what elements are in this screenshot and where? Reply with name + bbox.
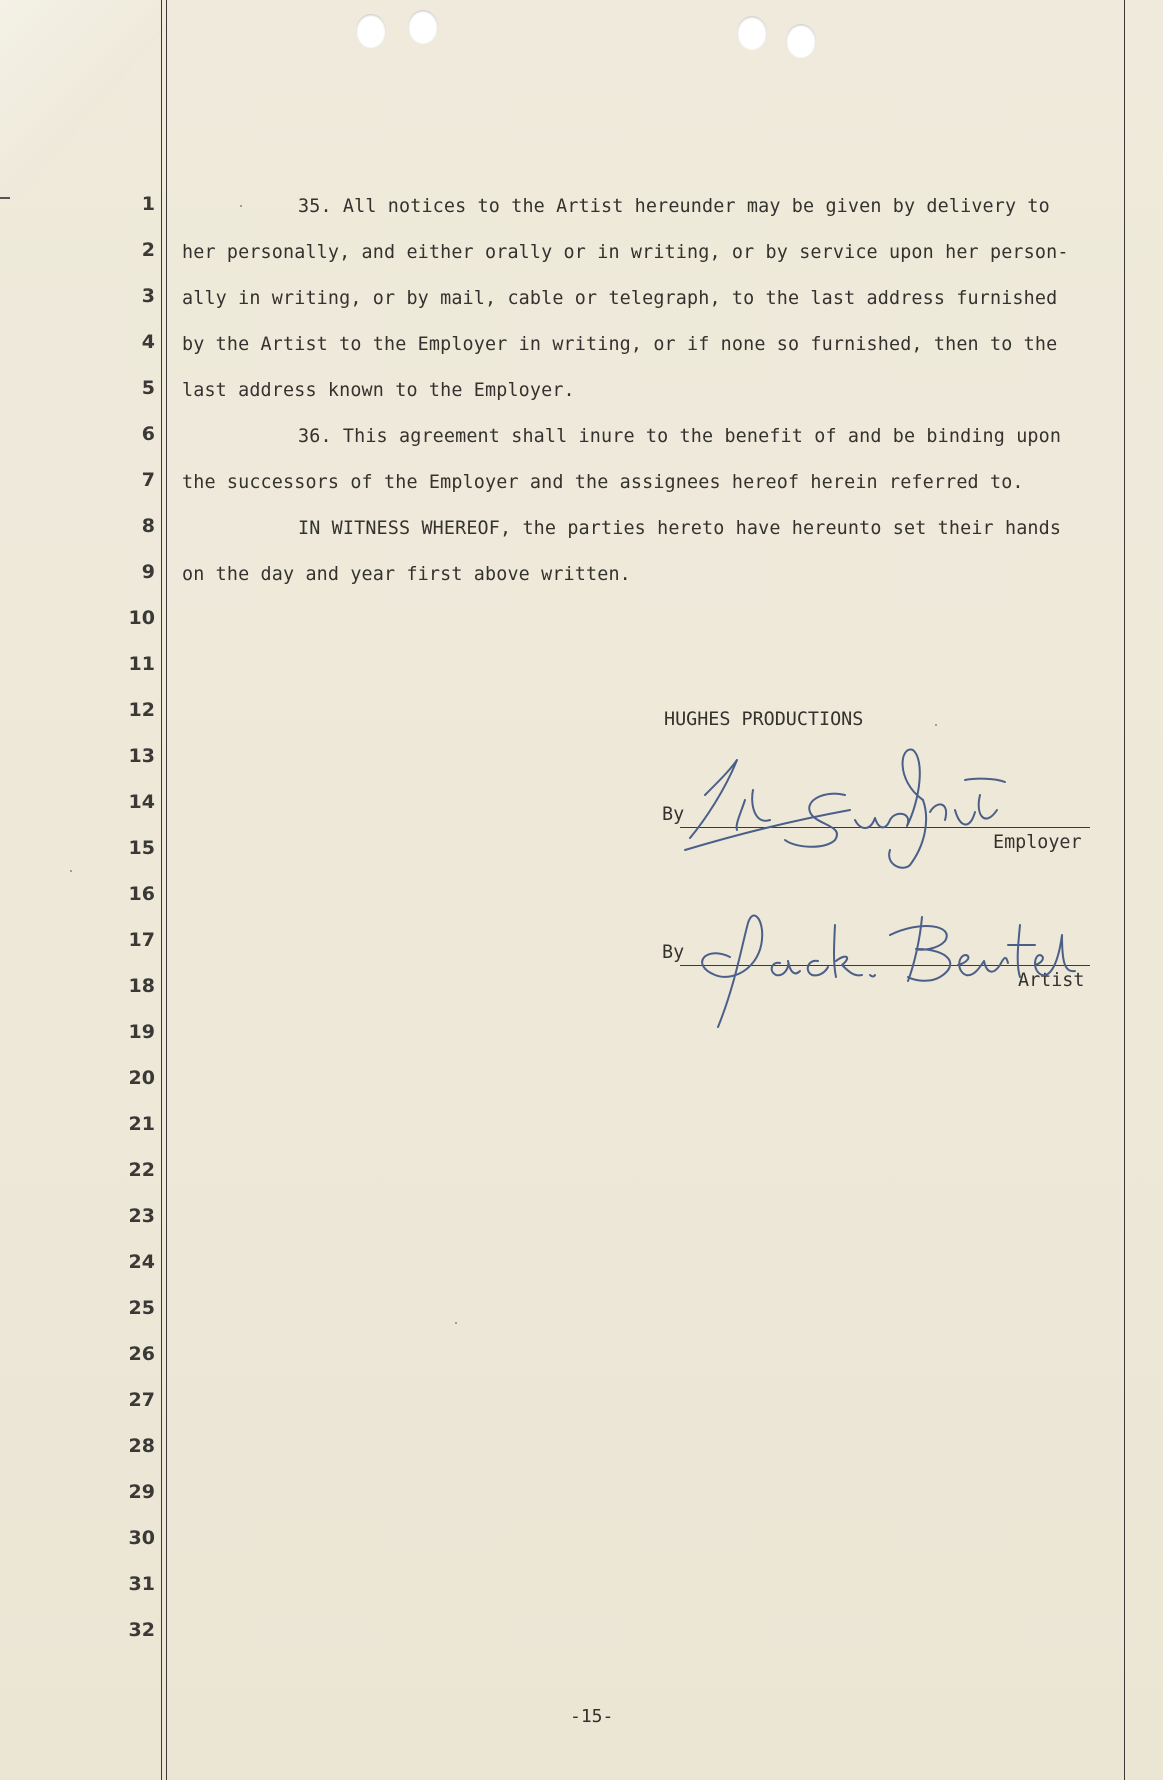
line-number: 13 (128, 745, 155, 767)
artist-handwritten-signature (690, 905, 1090, 1035)
line-number: 30 (128, 1527, 155, 1549)
paragraph-35-line: her personally, and either orally or in writing, or by service upon her person- (182, 242, 1069, 263)
punch-hole (356, 14, 386, 48)
line-number: 18 (128, 975, 155, 997)
line-number: 23 (128, 1205, 155, 1227)
line-number: 14 (128, 791, 155, 813)
line-number: 32 (128, 1619, 155, 1641)
line-number: 26 (128, 1343, 155, 1365)
paper-speck (70, 870, 72, 872)
paragraph-36-line: the successors of the Employer and the assignees hereof herein referred to. (182, 472, 1024, 493)
line-number: 17 (128, 929, 155, 951)
margin-rule (1124, 0, 1125, 1780)
paragraph-35-line: by the Artist to the Employer in writing, or if none so furnished, then to the (182, 334, 1058, 355)
artist-role-label: Artist (1018, 970, 1085, 991)
line-number: 22 (128, 1159, 155, 1181)
line-number: 1 (141, 193, 155, 215)
line-number: 9 (141, 561, 155, 583)
margin-rule (161, 0, 162, 1780)
employer-role-label: Employer (993, 832, 1082, 853)
line-number: 20 (128, 1067, 155, 1089)
line-number: 5 (141, 377, 155, 399)
artist-by-label: By (662, 942, 685, 963)
punch-hole (408, 10, 438, 44)
line-number: 19 (128, 1021, 155, 1043)
line-number: 12 (128, 699, 155, 721)
fold-edge-mark (0, 197, 10, 199)
paragraph-36-line: 36. This agreement shall inure to the benefit of and be binding upon (298, 426, 1062, 447)
line-number: 25 (128, 1297, 155, 1319)
witness-line: on the day and year first above written. (182, 564, 631, 585)
paragraph-35-line: last address known to the Employer. (182, 380, 575, 401)
line-number: 11 (128, 653, 155, 675)
line-number: 21 (128, 1113, 155, 1135)
line-number: 15 (128, 837, 155, 859)
line-number: 4 (141, 331, 155, 353)
line-number: 29 (128, 1481, 155, 1503)
line-number: 24 (128, 1251, 155, 1273)
line-number: 2 (141, 239, 155, 261)
line-number: 28 (128, 1435, 155, 1457)
paper-speck (455, 1322, 457, 1324)
line-number: 31 (128, 1573, 155, 1595)
punch-hole (737, 16, 767, 50)
line-number: 16 (128, 883, 155, 905)
paragraph-35-line: ally in writing, or by mail, cable or telegraph, to the last address furnished (182, 288, 1058, 309)
paragraph-35-line: 35. All notices to the Artist hereunder may be given by delivery to (298, 196, 1050, 217)
punch-hole (786, 24, 816, 58)
line-number: 27 (128, 1389, 155, 1411)
company-name: HUGHES PRODUCTIONS (664, 709, 864, 730)
page-number: -15- (570, 1706, 614, 1727)
line-number: 10 (128, 607, 155, 629)
witness-line: IN WITNESS WHEREOF, the parties hereto have hereunto set their hands (298, 518, 1062, 539)
employer-by-label: By (662, 804, 685, 825)
line-number: 6 (141, 423, 155, 445)
line-number: 3 (141, 285, 155, 307)
paper-speck (935, 724, 937, 726)
line-number: 7 (141, 469, 155, 491)
employer-handwritten-signature (675, 740, 1055, 870)
folded-corner (0, 0, 180, 200)
paper-speck (240, 205, 242, 207)
margin-rule (166, 0, 167, 1780)
line-number: 8 (141, 515, 155, 537)
